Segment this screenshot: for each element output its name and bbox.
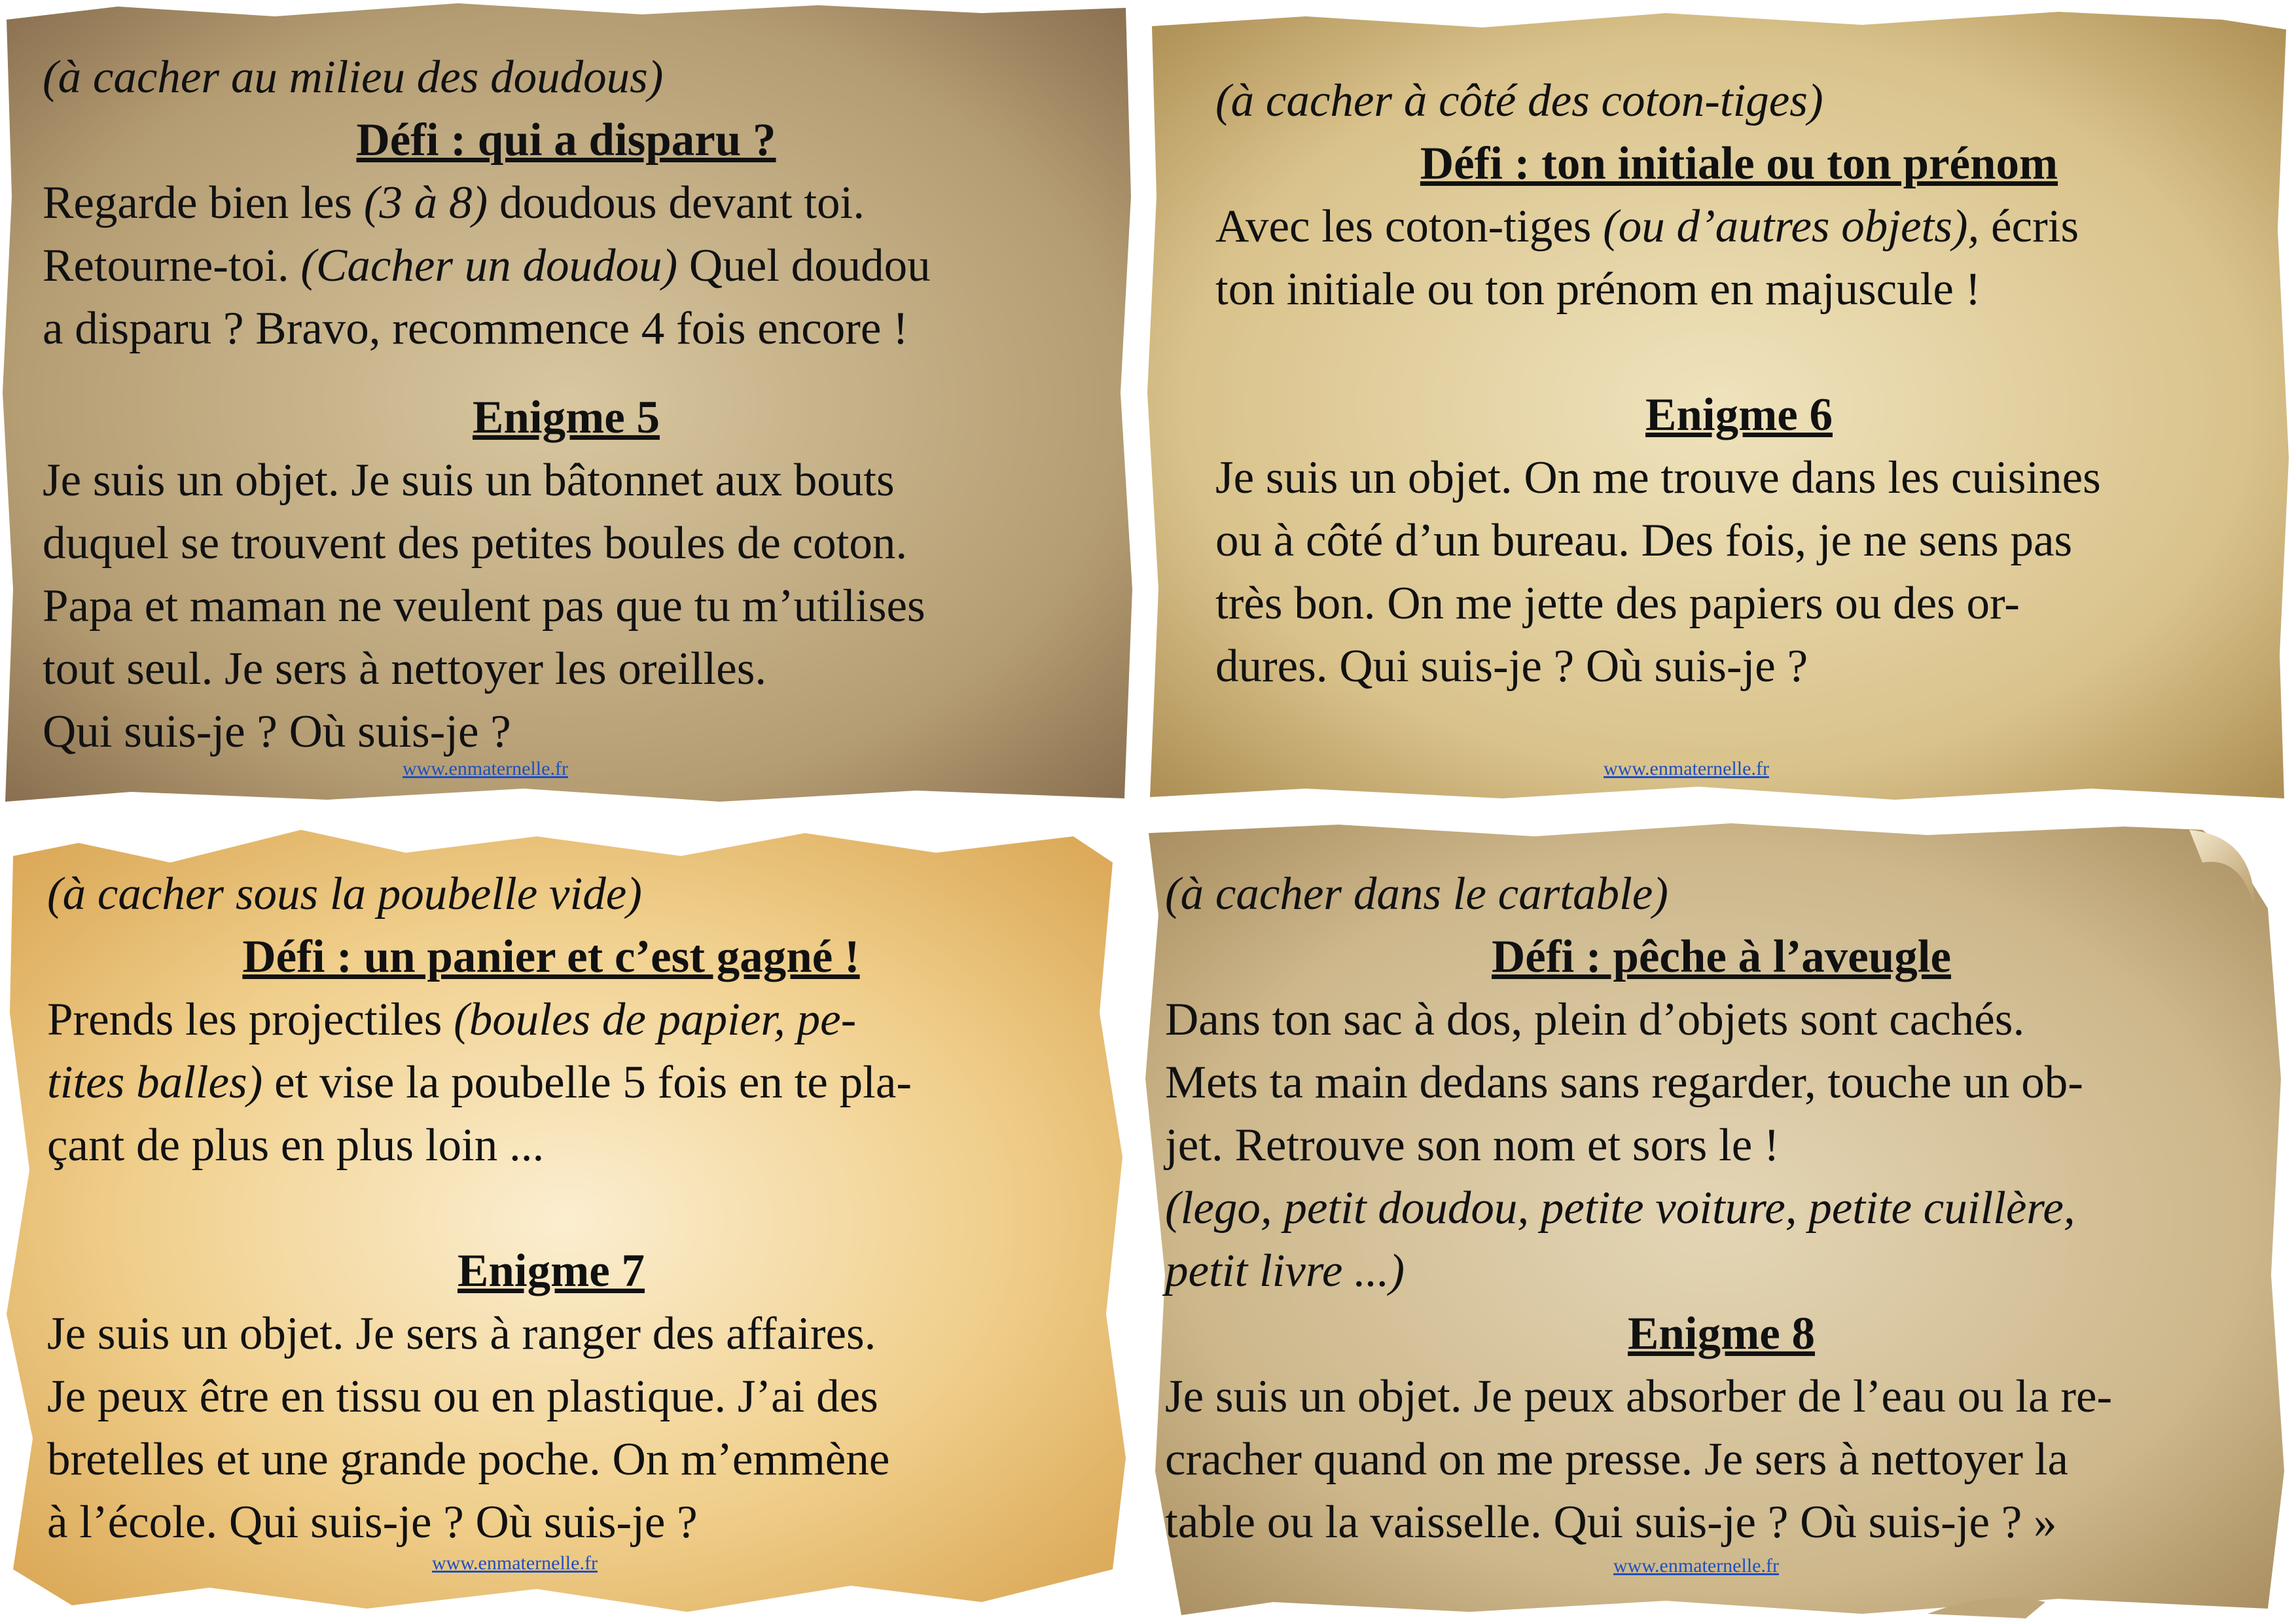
- defi-line: Prends les projectiles (boules de papier, pe-: [47, 994, 857, 1045]
- enigme-title: Enigme 8: [1628, 1308, 1815, 1359]
- enigme-line: duquel se trouvent des petites boules de coton.: [43, 518, 908, 569]
- enigme-text: [1165, 1365, 2278, 1554]
- enigme-line: Je suis un objet. On me trouve dans les cuisines: [1215, 452, 2101, 503]
- enigme-line: très bon. On me jette des papiers ou des or-: [1215, 578, 2020, 629]
- defi-line: a disparu ? Bravo, recommence 4 fois encore !: [43, 303, 908, 354]
- defi-text: [47, 988, 1107, 1177]
- enigme-line: Je peux être en tissu ou en plastique. J’ai des: [47, 1371, 878, 1422]
- enigme-text: [1215, 446, 2276, 698]
- defi-title: Défi : ton initiale ou ton prénom: [1420, 138, 2058, 189]
- enigme-line: dures. Qui suis-je ? Où suis-je ?: [1215, 641, 1808, 692]
- enigme-line: Je suis un objet. Je suis un bâtonnet aux bouts: [43, 455, 895, 506]
- defi-text: [43, 171, 1103, 360]
- defi-line: tites balles) et vise la poubelle 5 fois en te pla-: [47, 1057, 912, 1108]
- enigme-line: Je suis un objet. Je peux absorber de l’eau ou la re-: [1165, 1371, 2113, 1422]
- hiding-hint: (à cacher au milieu des doudous): [43, 52, 664, 103]
- website-link[interactable]: www.enmaternelle.fr: [1604, 758, 1769, 779]
- defi-title: Défi : pêche à l’aveugle: [1492, 931, 1951, 982]
- enigme-line: cracher quand on me presse. Je sers à nettoyer la: [1165, 1434, 2068, 1485]
- defi-line: ton initiale ou ton prénom en majuscule !: [1215, 264, 1981, 315]
- website-link[interactable]: www.enmaternelle.fr: [1613, 1555, 1779, 1577]
- website-link[interactable]: www.enmaternelle.fr: [432, 1552, 598, 1574]
- defi-line: Avec les coton-tiges (ou d’autres objets), écris: [1215, 201, 2079, 252]
- defi-title: Défi : qui a disparu ?: [356, 115, 776, 166]
- hiding-hint: (à cacher à côté des coton-tiges): [1215, 75, 1823, 126]
- defi-line: petit livre ...): [1165, 1245, 1405, 1296]
- enigme-line: Qui suis-je ? Où suis-je ?: [43, 706, 511, 757]
- defi-line: Dans ton sac à dos, plein d’objets sont cachés.: [1165, 994, 2025, 1045]
- enigme-line: tout seul. Je sers à nettoyer les oreilles.: [43, 643, 767, 694]
- enigme-card-8: [1142, 817, 2296, 1623]
- defi-line: Regarde bien les (3 à 8) doudous devant toi.: [43, 177, 865, 228]
- enigme-line: Papa et maman ne veulent pas que tu m’utilises: [43, 580, 925, 632]
- hiding-hint: (à cacher dans le cartable): [1165, 868, 1668, 919]
- enigme-line: table ou la vaisselle. Qui suis-je ? Où suis-je ? »: [1165, 1497, 2057, 1548]
- defi-line: Mets ta main dedans sans regarder, touche un ob-: [1165, 1057, 2083, 1108]
- defi-line: çant de plus en plus loin ...: [47, 1120, 545, 1171]
- enigme-card-5: [0, 0, 1136, 808]
- enigme-text: [47, 1302, 1107, 1554]
- enigme-line: Je suis un objet. Je sers à ranger des affaires.: [47, 1308, 876, 1359]
- enigme-title: Enigme 6: [1645, 389, 1833, 440]
- enigme-title: Enigme 5: [473, 392, 660, 443]
- website-link[interactable]: www.enmaternelle.fr: [403, 758, 568, 779]
- enigme-line: bretelles et une grande poche. On m’emmène: [47, 1434, 890, 1485]
- defi-line: (lego, petit doudou, petite voiture, petite cuillère,: [1165, 1183, 2075, 1234]
- enigme-card-6: [1142, 0, 2296, 808]
- defi-text: [1215, 195, 2276, 321]
- defi-title: Défi : un panier et c’est gagné !: [242, 931, 860, 982]
- enigme-text: [43, 449, 1103, 763]
- enigme-line: à l’école. Qui suis-je ? Où suis-je ?: [47, 1497, 698, 1548]
- enigme-title: Enigme 7: [457, 1245, 645, 1296]
- enigme-line: ou à côté d’un bureau. Des fois, je ne sens pas: [1215, 515, 2073, 566]
- hiding-hint: (à cacher sous la poubelle vide): [47, 868, 642, 919]
- defi-line: Retourne-toi. (Cacher un doudou) Quel doudou: [43, 240, 931, 291]
- enigme-card-7: [0, 817, 1136, 1623]
- defi-text: [1165, 988, 2278, 1302]
- defi-line: jet. Retrouve son nom et sors le !: [1165, 1120, 1780, 1171]
